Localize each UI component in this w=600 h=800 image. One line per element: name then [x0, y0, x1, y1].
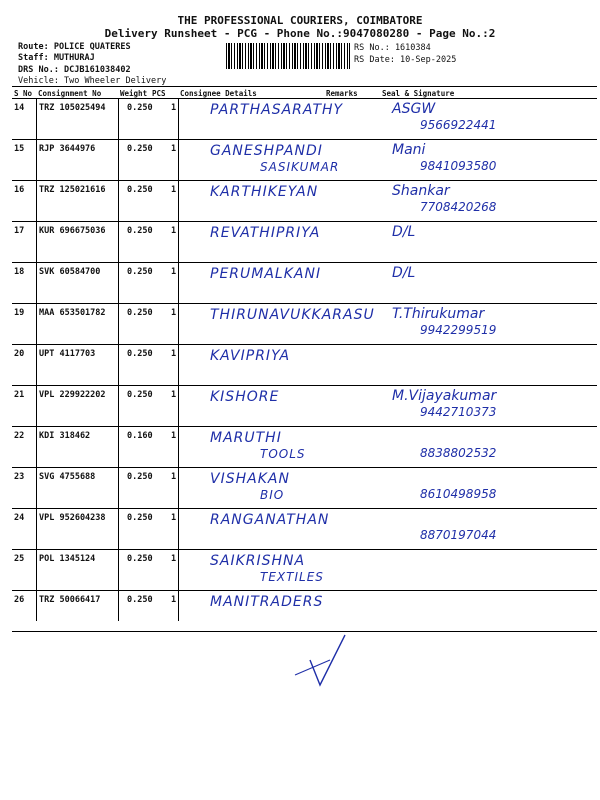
row-signature-phone: 9942299519 [420, 323, 497, 337]
row-weight: 0.250 [127, 185, 153, 195]
row-consignee: GANESHPANDI [210, 143, 323, 159]
barcode [226, 43, 350, 69]
row-consignee: SAIKRISHNA [210, 553, 306, 569]
row-consignment: SVK 60584700 [39, 267, 101, 277]
row-consignee: RANGANATHAN [210, 512, 330, 528]
row-consignee: KARTHIKEYAN [210, 184, 319, 200]
row-signature: D/L [392, 224, 416, 240]
rs-number: RS No.: 1610384 [354, 43, 431, 53]
row-signature: T.Thirukumar [392, 306, 485, 322]
row-signature-phone: 8610498958 [420, 487, 497, 501]
row-sno: 26 [14, 595, 25, 605]
row-pcs: 1 [171, 267, 177, 277]
row-weight: 0.250 [127, 226, 153, 236]
row-consignment: UPT 4117703 [39, 349, 96, 359]
drs-label: DRS No.: DCJB161038402 [18, 65, 131, 75]
row-consignment: POL 1345124 [39, 554, 96, 564]
row-divider [12, 385, 597, 386]
row-consignee: MANITRADERS [210, 594, 324, 610]
row-consignee: KISHORE [210, 389, 280, 405]
row-weight: 0.250 [127, 595, 153, 605]
row-sno: 21 [14, 390, 25, 400]
row-pcs: 1 [171, 349, 177, 359]
row-sno: 17 [14, 226, 25, 236]
row-divider [12, 590, 597, 591]
row-signature-phone: 9442710373 [420, 405, 497, 419]
row-consignee: REVATHIPRIYA [210, 225, 321, 241]
row-weight: 0.250 [127, 308, 153, 318]
row-consignment: TRZ 50066417 [39, 595, 101, 605]
row-sno: 19 [14, 308, 25, 318]
row-divider [12, 467, 597, 468]
row-signature-phone: 7708420268 [420, 200, 497, 214]
col-seal: Seal & Signature [382, 89, 455, 98]
row-pcs: 1 [171, 226, 177, 236]
check-mark-icon [290, 630, 360, 700]
row-sno: 15 [14, 144, 25, 154]
row-consignee: PERUMALKANI [210, 266, 322, 282]
row-consignee-line2: TOOLS [260, 447, 306, 461]
runsheet-title: Delivery Runsheet - PCG - Phone No.:9047080280 - Page No.:2 [104, 27, 496, 40]
row-consignee: KAVIPRIYA [210, 348, 291, 364]
row-consignee: MARUTHI [210, 430, 282, 446]
row-consignee-line2: BIO [260, 488, 285, 502]
row-pcs: 1 [171, 103, 177, 113]
row-divider [12, 139, 597, 140]
header-bottom-border [12, 98, 597, 99]
row-pcs: 1 [171, 513, 177, 523]
row-consignee-line2: TEXTILES [260, 570, 324, 584]
vehicle-label: Vehicle: Two Wheeler Delivery [18, 76, 167, 86]
col-weight: Weight [120, 89, 148, 98]
row-consignment: TRZ 105025494 [39, 103, 106, 113]
row-signature-phone: 9841093580 [420, 159, 497, 173]
col-rule [118, 98, 119, 621]
col-sno: S No [14, 89, 33, 98]
col-rule [178, 98, 179, 621]
row-consignment: RJP 3644976 [39, 144, 96, 154]
row-weight: 0.250 [127, 144, 153, 154]
row-pcs: 1 [171, 390, 177, 400]
row-weight: 0.250 [127, 390, 153, 400]
row-sno: 16 [14, 185, 25, 195]
row-pcs: 1 [171, 554, 177, 564]
row-consignment: TRZ 125021616 [39, 185, 106, 195]
staff-label: Staff: MUTHURAJ [18, 53, 95, 63]
row-consignee: THIRUNAVUKKARASU [210, 307, 375, 323]
row-sno: 25 [14, 554, 25, 564]
row-divider [12, 303, 597, 304]
row-pcs: 1 [171, 308, 177, 318]
route-label: Route: POLICE QUATERES [18, 42, 131, 52]
row-signature: Shankar [392, 183, 450, 199]
row-weight: 0.250 [127, 513, 153, 523]
row-weight: 0.250 [127, 472, 153, 482]
row-pcs: 1 [171, 144, 177, 154]
row-sno: 22 [14, 431, 25, 441]
row-divider [12, 262, 597, 263]
row-signature: Mani [392, 142, 426, 158]
row-sno: 18 [14, 267, 25, 277]
row-divider [12, 426, 597, 427]
row-signature-phone: 9566922441 [420, 118, 497, 132]
row-consignment: KDI 318462 [39, 431, 91, 441]
row-signature: ASGW [392, 101, 436, 117]
row-signature-phone: 8870197044 [420, 528, 497, 542]
row-divider [12, 221, 597, 222]
row-pcs: 1 [171, 595, 177, 605]
row-consignee: VISHAKAN [210, 471, 290, 487]
row-weight: 0.160 [127, 431, 153, 441]
row-divider [12, 344, 597, 345]
col-consignment: Consignment No [38, 89, 102, 98]
row-divider [12, 508, 597, 509]
row-weight: 0.250 [127, 103, 153, 113]
rs-date: RS Date: 10-Sep-2025 [354, 55, 457, 65]
row-consignment: KUR 696675036 [39, 226, 106, 236]
table-top-border [12, 86, 597, 87]
row-signature-phone: 8838802532 [420, 446, 497, 460]
row-consignee: PARTHASARATHY [210, 102, 344, 118]
company-title: THE PROFESSIONAL COURIERS, COIMBATORE [177, 14, 423, 27]
row-consignment: VPL 229922202 [39, 390, 106, 400]
col-remarks: Remarks [326, 89, 358, 98]
col-rule [36, 98, 37, 621]
row-sno: 20 [14, 349, 25, 359]
row-divider [12, 549, 597, 550]
col-pcs: PCS [152, 89, 166, 98]
row-sno: 24 [14, 513, 25, 523]
col-consignee: Consignee Details [180, 89, 257, 98]
row-sno: 14 [14, 103, 25, 113]
row-pcs: 1 [171, 431, 177, 441]
row-divider [12, 180, 597, 181]
row-consignment: SVG 4755688 [39, 472, 96, 482]
row-consignee-line2: SASIKUMAR [260, 160, 340, 174]
row-signature: D/L [392, 265, 416, 281]
row-pcs: 1 [171, 472, 177, 482]
row-signature: M.Vijayakumar [392, 388, 497, 404]
row-consignment: MAA 653501782 [39, 308, 106, 318]
row-sno: 23 [14, 472, 25, 482]
row-consignment: VPL 952604238 [39, 513, 106, 523]
row-pcs: 1 [171, 185, 177, 195]
row-weight: 0.250 [127, 267, 153, 277]
row-weight: 0.250 [127, 554, 153, 564]
row-weight: 0.250 [127, 349, 153, 359]
